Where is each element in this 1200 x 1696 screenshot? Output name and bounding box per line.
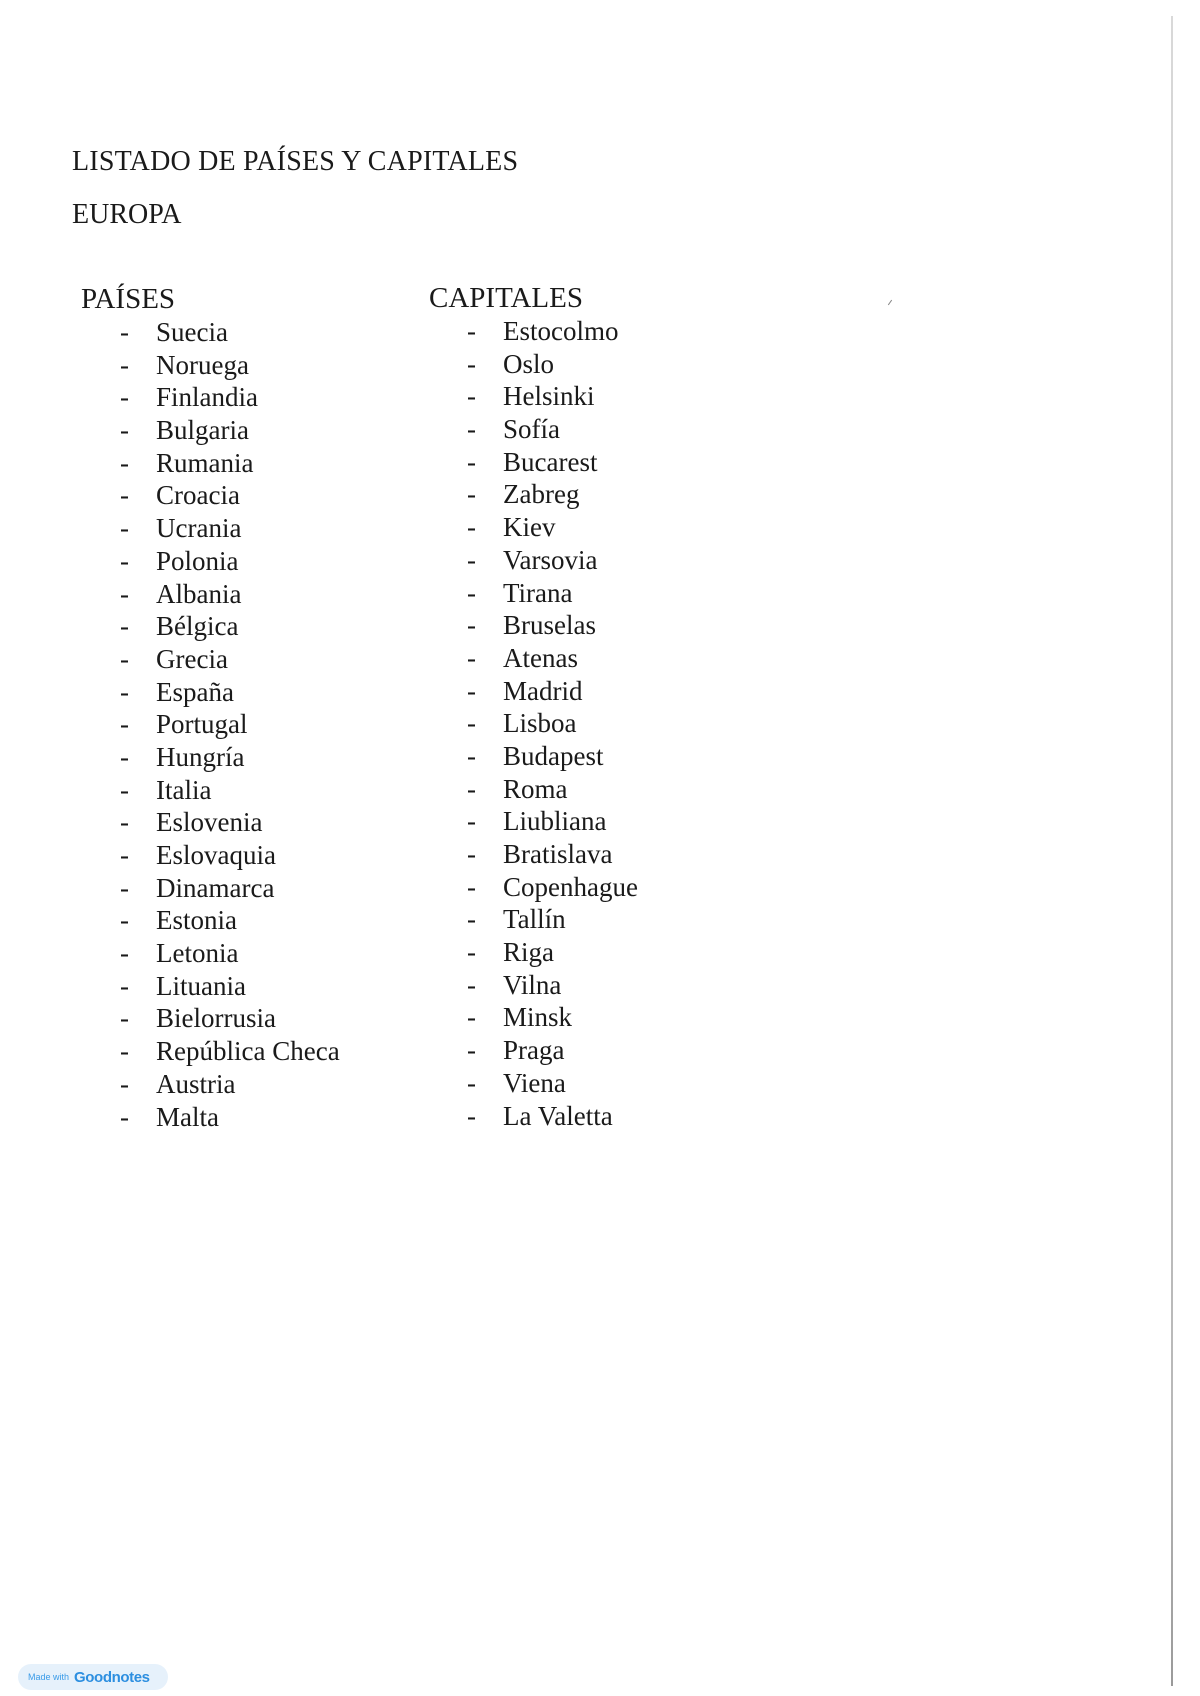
list-bullet-dash: - (467, 773, 476, 804)
capital-item (429, 511, 638, 544)
capital-item (429, 315, 638, 348)
capital-item (429, 642, 638, 675)
country-item-text: Ucrania (156, 513, 242, 544)
list-bullet-dash: - (467, 740, 476, 771)
country-item-text: Bélgica (156, 611, 239, 642)
country-item (81, 1068, 340, 1101)
country-item (81, 937, 340, 970)
country-item-text: Finlandia (156, 382, 258, 413)
list-bullet-dash: - (467, 1035, 476, 1066)
list-bullet-dash: - (467, 839, 476, 869)
country-item-text: España (156, 676, 234, 707)
list-bullet-dash: - (120, 741, 129, 772)
list-bullet-dash: - (120, 480, 129, 511)
capital-item-text: Riga (503, 937, 554, 968)
list-bullet-dash: - (120, 938, 129, 969)
capital-item-text: Praga (503, 1035, 565, 1066)
capitals-list (429, 315, 638, 1132)
capital-item (429, 577, 638, 610)
capital-item-text: Tallín (503, 904, 566, 935)
capital-item-text: Oslo (503, 348, 555, 379)
country-item (81, 1035, 340, 1068)
capital-item-text: Liubliana (503, 806, 607, 837)
country-item (81, 447, 340, 480)
capital-item (429, 969, 638, 1002)
list-bullet-dash: - (467, 512, 476, 543)
capital-item-text: Bucarest (503, 446, 598, 477)
country-item-text: Bulgaria (156, 415, 249, 446)
list-bullet-dash: - (467, 675, 476, 706)
country-item (81, 708, 340, 741)
country-item-text: Rumania (156, 447, 254, 478)
document-title: LISTADO DE PAÍSES Y CAPITALES (72, 146, 519, 177)
goodnotes-badge[interactable] (18, 1664, 168, 1690)
list-bullet-dash: - (467, 806, 476, 837)
country-item (81, 872, 340, 905)
region-heading: EUROPA (72, 199, 182, 230)
list-bullet-dash: - (467, 969, 476, 1000)
country-item (81, 545, 340, 578)
scan-edge-line (1171, 16, 1173, 1686)
list-bullet-dash: - (120, 611, 129, 642)
capital-item-text: Copenhague (503, 871, 638, 902)
list-bullet-dash: - (467, 544, 476, 575)
list-bullet-dash: - (467, 904, 476, 935)
capital-item (429, 348, 638, 381)
country-item (81, 676, 340, 709)
capital-item (429, 936, 638, 969)
country-item (81, 1002, 340, 1035)
list-bullet-dash: - (120, 807, 129, 838)
country-item-text: Lituania (156, 970, 246, 1001)
capital-item (429, 838, 638, 871)
capital-item-text: Atenas (503, 642, 578, 673)
capital-item (429, 871, 638, 904)
capital-item-text: Estocolmo (503, 316, 619, 346)
country-item-text: Grecia (156, 643, 228, 674)
country-item-text: Italia (156, 774, 212, 805)
list-bullet-dash: - (120, 643, 129, 674)
list-bullet-dash: - (467, 479, 476, 510)
list-bullet-dash: - (120, 382, 129, 413)
country-item-text: Letonia (156, 938, 239, 969)
country-item (81, 610, 340, 643)
list-bullet-dash: - (120, 1068, 129, 1099)
capital-item (429, 903, 638, 936)
list-bullet-dash: - (120, 905, 129, 936)
country-item (81, 512, 340, 545)
list-bullet-dash: - (120, 349, 129, 380)
list-bullet-dash: - (120, 513, 129, 544)
list-bullet-dash: - (467, 1002, 476, 1033)
countries-list (81, 316, 340, 1133)
capital-item-text: Helsinki (503, 381, 595, 412)
list-bullet-dash: - (120, 545, 129, 576)
list-bullet-dash: - (467, 316, 476, 346)
country-item-text: Austria (156, 1068, 236, 1099)
country-item-text: Eslovaquia (156, 840, 276, 870)
list-bullet-dash: - (467, 1067, 476, 1098)
list-bullet-dash: - (120, 840, 129, 870)
capitals-column (429, 281, 638, 1132)
capital-item (429, 805, 638, 838)
capital-item (429, 740, 638, 773)
capital-item-text: Budapest (503, 740, 604, 771)
capital-item-text: Lisboa (503, 708, 577, 739)
capital-item (429, 773, 638, 806)
list-bullet-dash: - (467, 348, 476, 379)
country-item (81, 806, 340, 839)
countries-column (81, 282, 340, 1133)
capital-item (429, 1100, 638, 1133)
country-item (81, 839, 340, 872)
country-item-text: República Checa (156, 1036, 340, 1067)
country-item (81, 479, 340, 512)
country-item (81, 643, 340, 676)
capital-item (429, 1034, 638, 1067)
list-bullet-dash: - (467, 708, 476, 739)
capital-item (429, 609, 638, 642)
country-item-text: Malta (156, 1101, 219, 1132)
list-bullet-dash: - (120, 415, 129, 446)
capital-item-text: Sofía (503, 414, 560, 445)
country-item (81, 316, 340, 349)
country-item-text: Noruega (156, 349, 249, 380)
country-item (81, 1101, 340, 1134)
country-item-text: Eslovenia (156, 807, 263, 838)
list-bullet-dash: - (467, 642, 476, 673)
list-bullet-dash: - (467, 937, 476, 968)
capital-item-text: Madrid (503, 675, 583, 706)
capitals-header: CAPITALES (429, 282, 583, 314)
capital-item-text: Zabreg (503, 479, 580, 510)
list-bullet-dash: - (467, 381, 476, 412)
country-item (81, 774, 340, 807)
capital-item-text: Kiev (503, 512, 556, 543)
list-bullet-dash: - (467, 577, 476, 608)
country-item-text: Bielorrusia (156, 1003, 276, 1034)
list-bullet-dash: - (120, 317, 129, 347)
capital-item-text: Viena (503, 1067, 566, 1098)
list-bullet-dash: - (120, 970, 129, 1001)
list-bullet-dash: - (120, 447, 129, 478)
list-bullet-dash: - (120, 1101, 129, 1132)
goodnotes-logo-text: Goodnotes (74, 1668, 150, 1686)
country-item-text: Hungría (156, 741, 245, 772)
capital-item (429, 675, 638, 708)
country-item-text: Albania (156, 578, 242, 609)
capital-item (429, 1067, 638, 1100)
capital-item (429, 1001, 638, 1034)
capital-item (429, 413, 638, 446)
country-item-text: Portugal (156, 709, 248, 740)
capital-item-text: Tirana (503, 577, 573, 608)
country-item (81, 970, 340, 1003)
country-item (81, 578, 340, 611)
country-item (81, 414, 340, 447)
capital-item-text: Bratislava (503, 839, 613, 869)
badge-prefix: Made with (28, 1672, 70, 1682)
country-item-text: Suecia (156, 317, 228, 347)
list-bullet-dash: - (120, 676, 129, 707)
country-item-text: Dinamarca (156, 872, 275, 903)
list-bullet-dash: - (467, 1100, 476, 1131)
country-item (81, 741, 340, 774)
capital-item (429, 478, 638, 511)
country-item-text: Croacia (156, 480, 240, 511)
list-bullet-dash: - (120, 578, 129, 609)
capital-item-text: Roma (503, 773, 568, 804)
capital-item-text: Vilna (503, 969, 562, 1000)
country-item-text: Polonia (156, 545, 239, 576)
capital-item-text: Bruselas (503, 610, 596, 641)
list-bullet-dash: - (120, 774, 129, 805)
list-bullet-dash: - (467, 446, 476, 477)
stray-pen-mark (888, 300, 892, 305)
capital-item (429, 380, 638, 413)
list-bullet-dash: - (120, 872, 129, 903)
country-item (81, 349, 340, 382)
capital-item (429, 544, 638, 577)
list-bullet-dash: - (467, 610, 476, 641)
capital-item-text: Varsovia (503, 544, 598, 575)
capital-item-text: Minsk (503, 1002, 573, 1033)
capital-item (429, 707, 638, 740)
country-item (81, 381, 340, 414)
list-bullet-dash: - (120, 709, 129, 740)
list-bullet-dash: - (467, 414, 476, 445)
capital-item-text: La Valetta (503, 1100, 613, 1131)
list-bullet-dash: - (120, 1036, 129, 1067)
list-bullet-dash: - (120, 1003, 129, 1034)
list-bullet-dash: - (467, 871, 476, 902)
capital-item (429, 446, 638, 479)
country-item-text: Estonia (156, 905, 237, 936)
country-item (81, 904, 340, 937)
countries-header: PAÍSES (81, 283, 176, 315)
